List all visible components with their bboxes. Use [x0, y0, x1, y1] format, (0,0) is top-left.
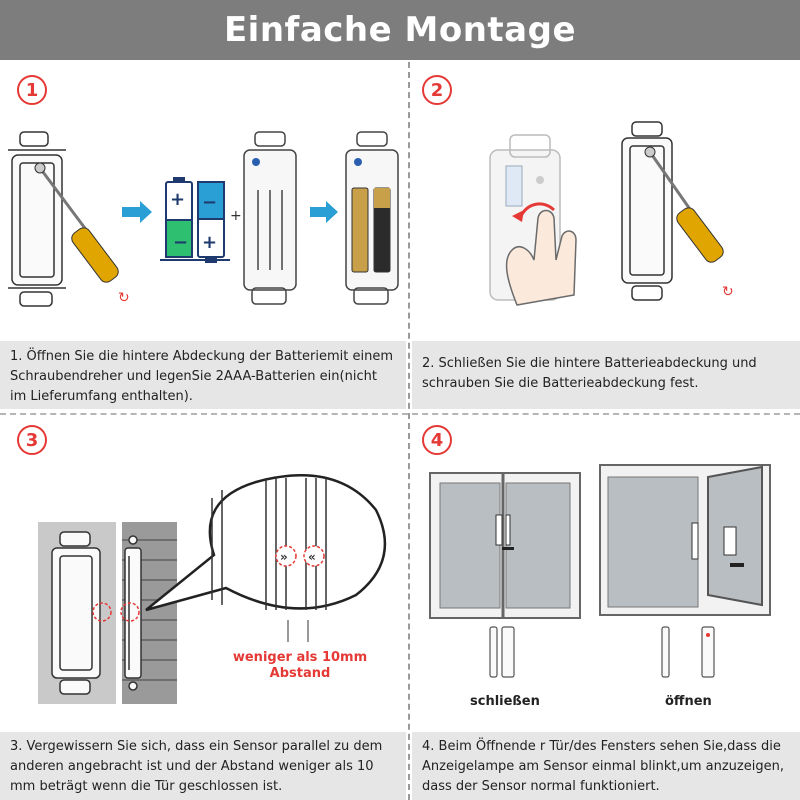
- step-2-illustration: [412, 110, 800, 310]
- battery-compartment-empty: [244, 132, 296, 304]
- distance-label-line1: weniger als 10mm: [232, 650, 368, 665]
- battery-compartment-filled: [346, 132, 398, 304]
- sensor-pair-closed: [490, 627, 514, 677]
- arrow-right-icon: [122, 201, 152, 223]
- rotate-icon: ↻: [118, 290, 130, 306]
- svg-text:−: −: [202, 192, 218, 213]
- svg-text:+: +: [170, 189, 186, 210]
- distance-label-line2: Abstand: [269, 666, 331, 681]
- step-4-caption: 4. Beim Öffnende r Tür/des Fensters sehen Sie,dass die Anzeigelampe am Sensor einmal blinkt,um anzuzeigen, dass der Sensor normal funktioniert.: [412, 732, 800, 800]
- step-3-number: 3: [17, 425, 47, 455]
- svg-text:»: »: [280, 550, 288, 564]
- step-4-illustration: [412, 455, 800, 685]
- step-3-caption: 3. Vergewissern Sie sich, dass ein Sensor parallel zu dem anderen angebracht ist und der Abstand weniger als 10 mm beträgt wenn die Tür geschlossen ist.: [0, 732, 406, 800]
- closed-window: [430, 473, 580, 618]
- zoom-bubble: [146, 475, 385, 610]
- arrow-right-icon: [310, 201, 338, 223]
- rotate-icon: ↻: [722, 284, 734, 300]
- label-closed: schließen: [470, 694, 540, 709]
- battery-icon: [160, 177, 230, 263]
- horizontal-divider: [0, 413, 800, 415]
- step-1-number: 1: [17, 75, 47, 105]
- svg-text:+: +: [202, 232, 218, 253]
- step-4-number: 4: [422, 425, 452, 455]
- step-1-illustration: [0, 120, 405, 310]
- step-2-caption: 2. Schließen Sie die hintere Batterieabdeckung und schrauben Sie die Batterieabdeckung fest.: [412, 341, 800, 409]
- svg-text:+: +: [230, 208, 242, 224]
- step-1-caption: 1. Öffnen Sie die hintere Abdeckung der Batteriemit einem Schraubendreher und legenSie 2AAA-Batterien ein(nicht im Lieferumfang enthalten).: [0, 341, 406, 409]
- vertical-divider: [408, 62, 410, 800]
- sensor-back-plate: [8, 132, 66, 306]
- open-window: [600, 465, 770, 615]
- svg-text:−: −: [173, 232, 189, 253]
- sensor-pair-open: [662, 627, 714, 677]
- label-open: öffnen: [665, 694, 712, 709]
- step-2-number: 2: [422, 75, 452, 105]
- svg-text:«: «: [308, 550, 316, 564]
- page-title: Einfache Montage: [0, 0, 800, 60]
